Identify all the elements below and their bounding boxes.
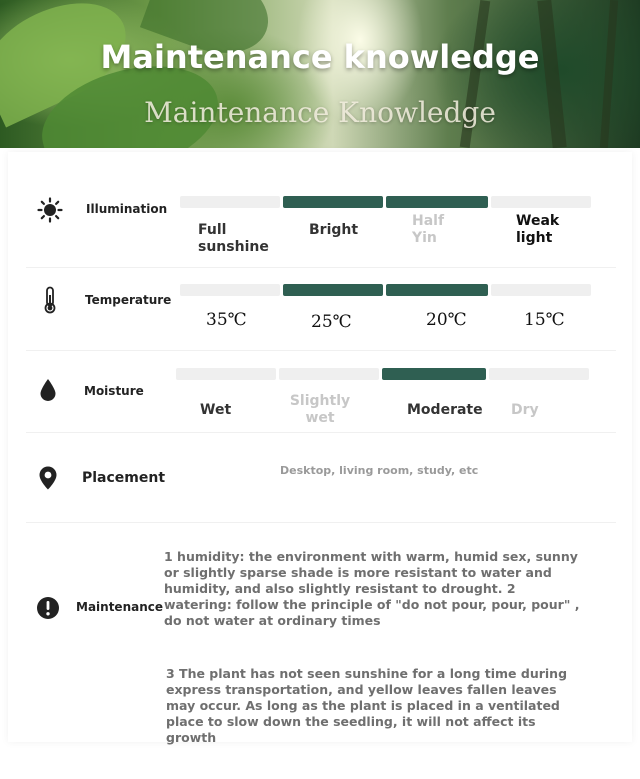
illumination-bar-full-sunshine — [180, 196, 280, 208]
row-divider — [26, 350, 616, 351]
thermometer-icon — [36, 286, 64, 314]
temperature-option: 35℃ — [206, 310, 247, 330]
maintenance-paragraph-1: 1 humidity: the environment with warm, humid sex, sunny or slightly sparse shade is more resistant to water and humidity, and also slightly resistant to drought. 2 watering: follow the principle of "do not pour, pour, pour" , do not water at ordinary times — [164, 549, 580, 628]
temperature-option: 15℃ — [524, 310, 565, 330]
temperature-option: 20℃ — [426, 310, 467, 330]
temperature-bar-20 — [386, 284, 488, 296]
moisture-option: Moderate — [407, 402, 483, 418]
maintenance-paragraph-2: 3 The plant has not seen sunshine for a long time during express transportation, and yellow leaves fallen leaves may occur. As long as the plant is placed in a ventilated place to slow down the seedling, it will not affect its growth — [166, 666, 568, 745]
care-info-card — [8, 152, 632, 745]
moisture-option: Slightly wet — [289, 393, 351, 426]
header-banner — [0, 0, 640, 148]
location-pin-icon — [34, 464, 62, 492]
moisture-option: Dry — [511, 402, 539, 418]
moisture-bar-wet — [176, 368, 276, 380]
illumination-option: Bright — [309, 222, 359, 238]
placement-value: Desktop, living room, study, etc — [280, 464, 479, 477]
moisture-bar-moderate — [382, 368, 486, 380]
illumination-bar-weak-light — [491, 196, 591, 208]
illumination-label: Illumination — [86, 202, 168, 216]
illumination-bar-bright — [283, 196, 383, 208]
moisture-label: Moisture — [84, 384, 144, 398]
temperature-bar-15 — [491, 284, 591, 296]
placement-label: Placement — [82, 470, 166, 486]
moisture-bar-slightly-wet — [279, 368, 379, 380]
banner-title: Maintenance knowledge — [100, 38, 540, 76]
water-drop-icon — [34, 376, 62, 404]
exclamation-icon — [34, 594, 62, 622]
row-divider — [26, 522, 616, 523]
banner-subtitle: Maintenance Knowledge — [144, 96, 496, 129]
temperature-option: 25℃ — [311, 312, 352, 332]
moisture-option: Wet — [200, 402, 232, 418]
sun-icon — [36, 196, 64, 224]
illumination-option: Full sunshine — [198, 222, 269, 255]
temperature-bar-35 — [180, 284, 280, 296]
row-divider — [26, 432, 616, 433]
moisture-bar-dry — [489, 368, 589, 380]
row-divider — [26, 267, 616, 268]
illumination-option: Half Yin — [412, 213, 445, 246]
illumination-bar-half-yin — [386, 196, 488, 208]
maintenance-label: Maintenance — [76, 600, 164, 614]
illumination-option: Weak light — [516, 213, 560, 246]
temperature-bar-25 — [283, 284, 383, 296]
temperature-label: Temperature — [85, 293, 172, 307]
